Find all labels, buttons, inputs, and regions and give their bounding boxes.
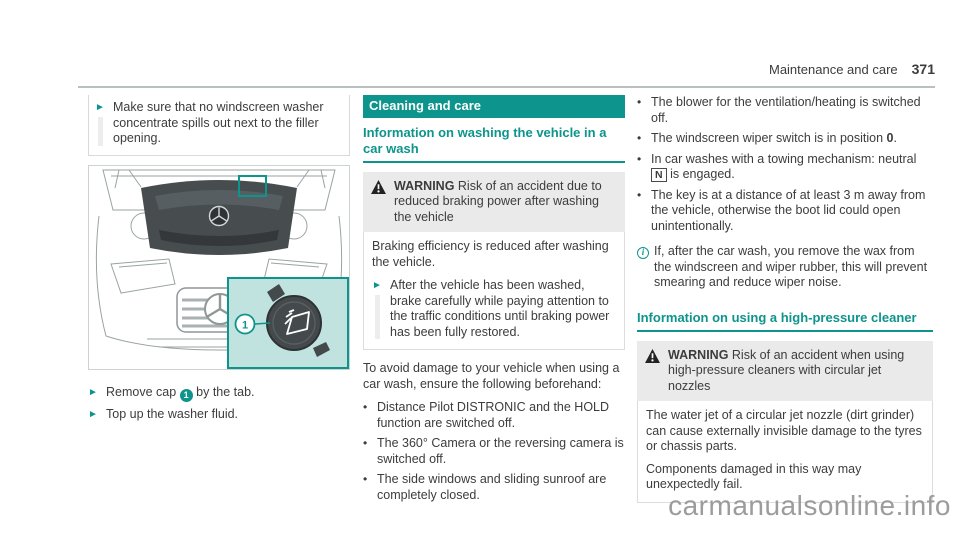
- arrow-marker-icon: ►: [88, 386, 98, 398]
- step-item: [372, 278, 616, 340]
- heading-washing-in-car-wash: Information on washing the vehicle in a car wash: [363, 125, 625, 163]
- bullet-list: [637, 95, 933, 234]
- warning-body: [363, 232, 625, 350]
- engine-bay-figure: [88, 165, 350, 370]
- warning-box-car-wash: [363, 172, 625, 351]
- bullet-list: [363, 400, 625, 503]
- page-number: 371: [911, 61, 935, 77]
- left-column: [88, 95, 350, 427]
- bullet-item: • The key is at a distance of at least 3 m away from the vehicle, otherwise the boot lid could open unintentionally.: [637, 187, 926, 233]
- warning-body: [637, 401, 933, 503]
- bullet-item: • Distance Pilot DISTRONIC and the HOLD function are switched off.: [363, 400, 610, 430]
- bullet-dot-icon: •: [637, 131, 642, 145]
- warning-box-high-pressure: [637, 341, 933, 503]
- section-title: Maintenance and care: [768, 62, 898, 77]
- steps-block: [88, 385, 350, 423]
- bullet-dot-icon: •: [637, 151, 642, 166]
- arrow-marker-icon: ►: [95, 102, 105, 113]
- arrow-marker-icon: ►: [88, 408, 98, 420]
- warning-header-text: WARNING Risk of an accident when using high-pressure cleaners with circular jet nozzles: [668, 347, 905, 393]
- info-note: [637, 244, 933, 291]
- neutral-gear-symbol: N: [651, 168, 667, 182]
- callout-1-badge: 1: [180, 389, 193, 402]
- bullet-item: • In car washes with a towing mechanism: neutral N is engaged.: [637, 151, 917, 181]
- bullet-item: • The blower for the ventilation/heating is switched off.: [637, 95, 921, 125]
- step-text: After the vehicle has been washed, brake carefully while paying attention to the traffic conditions until braking power has been fully restored.: [390, 278, 610, 339]
- bullet-item: • The 360° Camera or the reversing camera is switched off.: [363, 436, 624, 466]
- step-continuation-bar: [98, 117, 103, 146]
- bullet-dot-icon: •: [363, 472, 368, 486]
- note-text: Make sure that no windscreen washer concentrate spills out next to the filler opening.: [113, 100, 324, 145]
- intro-paragraph: To avoid damage to your vehicle when using a car wash, ensure the following beforehand:: [363, 361, 620, 391]
- step-marker: [88, 407, 106, 423]
- heading-high-pressure-cleaner: Information on using a high-pressure cleaner: [637, 310, 933, 332]
- washer-cap-inset: [228, 278, 348, 368]
- warning-header-text: WARNING Risk of an accident due to reduced braking power after washing the vehicle: [394, 178, 602, 224]
- mercedes-star-icon: [210, 206, 229, 225]
- bullet-dot-icon: •: [363, 400, 368, 414]
- bullet-item: • The windscreen wiper switch is in position 0.: [637, 131, 897, 145]
- middle-column: [363, 95, 625, 508]
- info-icon: i: [637, 244, 654, 291]
- warning-body-text: Braking efficiency is reduced after washing the vehicle.: [372, 239, 609, 269]
- warning-triangle-icon: [645, 349, 660, 363]
- step-text: Remove cap 1 by the tab.: [106, 385, 255, 402]
- bullet-dot-icon: •: [363, 436, 368, 450]
- step-marker: [95, 100, 113, 147]
- step-marker: [372, 278, 390, 340]
- callout-1-badge: [236, 314, 255, 333]
- warning-body-text: Components damaged in this way may unexpectedly fail.: [646, 461, 862, 491]
- note-box: [88, 95, 350, 156]
- warning-header: [637, 341, 933, 402]
- step-marker: [88, 385, 106, 402]
- right-column: [637, 95, 933, 503]
- warning-triangle-icon: [371, 180, 386, 194]
- step-item: [88, 385, 350, 402]
- warning-header: [363, 172, 625, 233]
- arrow-marker-icon: ►: [372, 280, 382, 291]
- wiper-position-0: 0: [886, 131, 894, 145]
- header-rule: [78, 86, 935, 88]
- page-header: [769, 62, 935, 79]
- step-continuation-bar: [375, 295, 380, 339]
- bullet-item: • The side windows and sliding sunroof are completely closed.: [363, 472, 607, 502]
- watermark: carmanualsonline.info: [668, 490, 951, 521]
- section-title-band: Cleaning and care: [363, 95, 625, 118]
- bullet-dot-icon: •: [637, 95, 642, 109]
- svg-text:1: 1: [241, 319, 249, 331]
- callout-line: [255, 323, 270, 324]
- warning-body-text: The water jet of a circular jet nozzle (dirt grinder) can cause externally invisible damage to the tyres or chassis parts.: [646, 408, 922, 453]
- step-text: Top up the washer fluid.: [106, 406, 239, 421]
- bullet-dot-icon: •: [637, 187, 642, 202]
- info-note-text: If, after the car wash, you remove the wax from the windscreen and wiper rubber, this will prevent smearing and reduce wiper noise.: [654, 244, 928, 289]
- engine-bay-illustration: [89, 166, 349, 369]
- step-item: [88, 407, 350, 423]
